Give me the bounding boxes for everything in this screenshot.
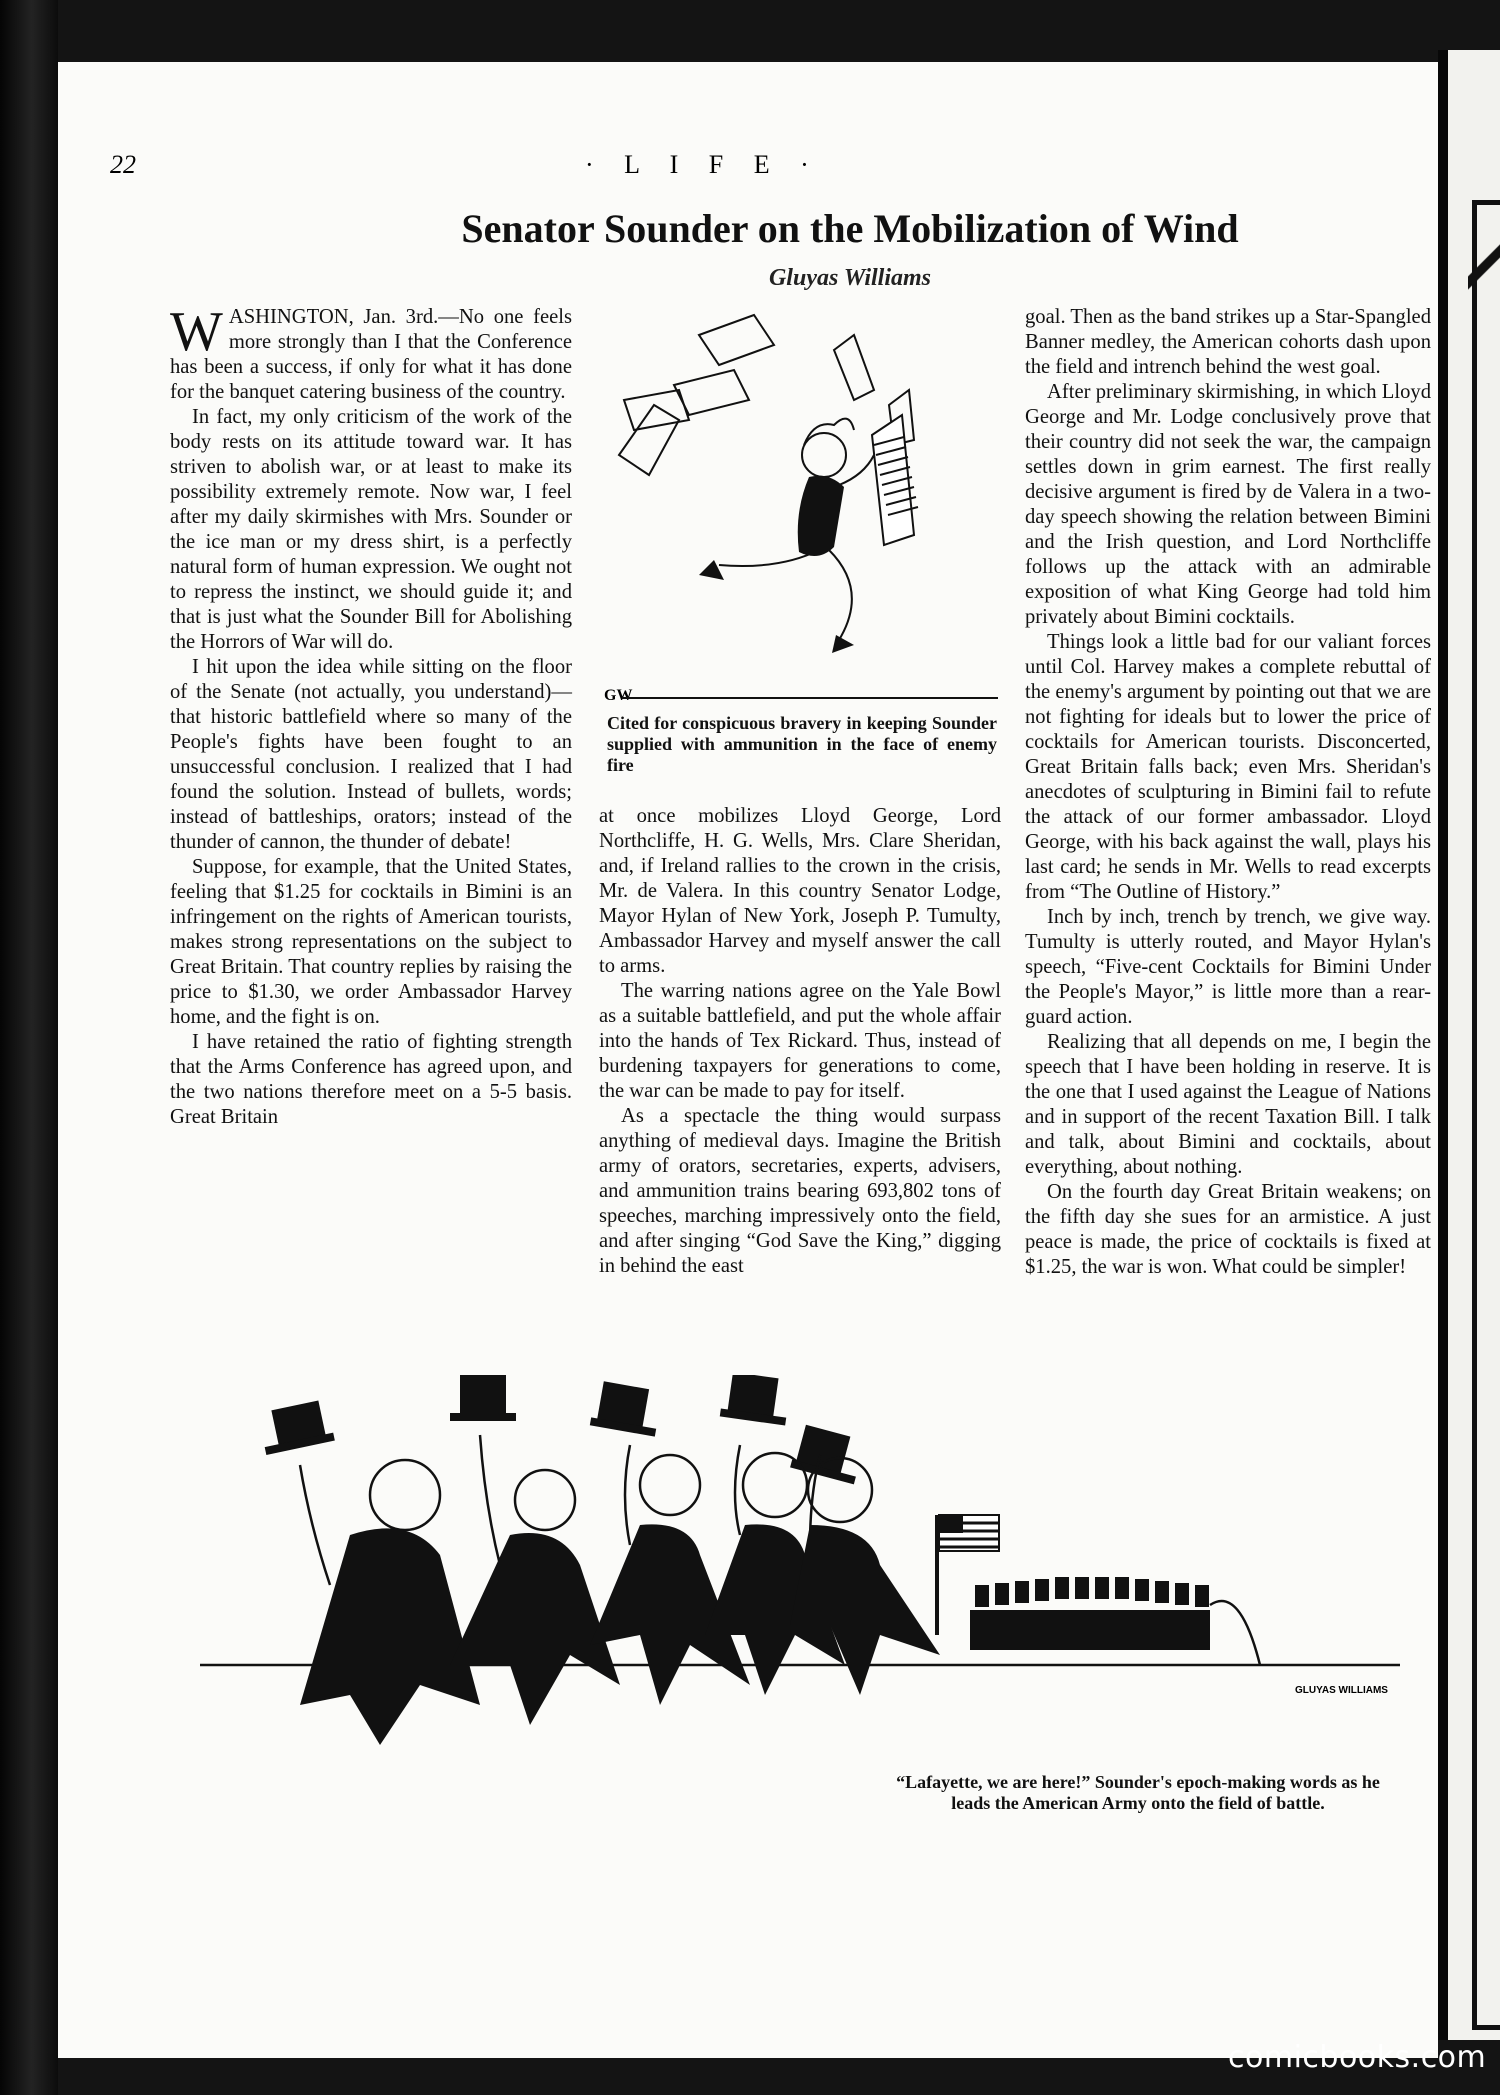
paragraph: After preliminary skirmishing, in which Lloyd George and Mr. Lodge conclusively prove that their country did not seek the war, the campaign settles down in grim earnest. The first really decisive argument is fired by de Valera in a two-day speech showing the relation between Bimini and the Irish question, and Lord Northcliffe follows up the attack with an admirable exposition of what King George had told him privately about Bimini cocktails. [1025, 381, 1431, 628]
paragraph: Realizing that all depends on me, I begin the speech that I have been holding in reserve. It is the one that I used against the League of Nations and in support of the recent Taxation Bill. I talk and talk, about Bimini and cocktails, about everything, about nothing. [1025, 1031, 1431, 1178]
paragraph-1 [170, 301, 572, 405]
illustration-caption-1: Cited for conspicuous bravery in keeping Sounder supplied with ammunition in the face of enemy fire [607, 713, 997, 775]
paragraph: Suppose, for example, that the United States, feeling that $1.25 for cocktails in Bimini is an infringement on the rights of American tourists, makes strong representations on the subject to Great Britain. That country replies by raising the price to $1.30, we order Ambassador Harvey home, and the fight is on. [170, 856, 572, 1028]
drop-cap: W [170, 301, 223, 363]
top-hat-icon [590, 1381, 656, 1436]
paper-icon [619, 405, 679, 475]
paragraph: On the fourth day Great Britain weakens; on the fifth day she sues for an armistice. A just peace is made, the price of cocktails is fixed at $1.25, the war is won. What could be simpler! [1025, 1181, 1431, 1278]
illustration-running-aide [604, 305, 998, 703]
top-hat-icon [720, 1375, 786, 1426]
paper-icon [834, 335, 874, 400]
paragraph-text: ASHINGTON, Jan. 3rd.—No one feels more strongly than I that the Conference has been a success, if only for what it has done for the banquet catering business of the country. [170, 306, 572, 403]
column-3 [1025, 305, 1431, 1280]
paragraph: The warring nations agree on the Yale Bowl as a suitable battlefield, and put the whole affair into the hands of Tex Rickard. Thus, instead of burdening taxpayers for generations to come, the war can be made to pay for itself. [599, 980, 1001, 1102]
illustration-marching-senators [200, 1375, 1400, 1755]
army-troops [970, 1577, 1210, 1650]
artist-signature: GLUYAS WILLIAMS [1295, 1685, 1388, 1696]
top-hat-icon [450, 1375, 516, 1421]
american-flag-icon [939, 1515, 999, 1551]
column-2 [599, 804, 1001, 1279]
facing-page-edge [1438, 50, 1500, 2040]
artist-signature: GW [604, 687, 633, 703]
column-1 [170, 301, 572, 1130]
paragraph: Inch by inch, trench by trench, we give way. Tumulty is utterly routed, and Mayor Hylan's speech, “Five-cent Cocktails for Bimini Under the People's Mayor,” is little more than a rear-guard action. [1025, 906, 1431, 1028]
top-hat-icon [790, 1425, 856, 1485]
watermark: comicbooks.com [1228, 2040, 1487, 2075]
top-hat-icon [265, 1400, 335, 1455]
article-title: Senator Sounder on the Mobilization of Wind [461, 206, 1239, 251]
paragraph: at once mobilizes Lloyd George, Lord Northcliffe, H. G. Wells, Mrs. Clare Sheridan, and, if Ireland rallies to the crown in the crisis, Mr. de Valera. In this country Senator Lodge, Mayor Hylan of New York, Joseph P. Tumulty, Ambassador Harvey and myself answer the call to arms. [599, 805, 1001, 977]
running-head: · L I F E · [585, 150, 821, 179]
article-byline: Gluyas Williams [768, 265, 932, 291]
paragraph: I have retained the ratio of fighting strength that the Arms Conference has agreed upon, and the two nations therefore meet on a 5-5 basis. Great Britain [170, 1031, 572, 1128]
page-number: 22 [110, 150, 136, 179]
paragraph: goal. Then as the band strikes up a Star-Spangled Banner medley, the American cohorts dash upon the field and intrench behind the west goal. [1025, 306, 1431, 378]
illustration-caption-2: “Lafayette, we are here!” Sounder's epoch-making words as he leads the American Army onto the field of battle. [896, 1772, 1380, 1813]
paragraph: As a spectacle the thing would surpass anything of medieval days. Imagine the British army of orators, secretaries, experts, advisers, and ammunition trains bearing 693,802 tons of speeches, marching impressively onto the field, and after singing “God Save the King,” digging in behind the east [599, 1105, 1001, 1277]
paragraph: Things look a little bad for our valiant forces until Col. Harvey makes a complete rebuttal of the enemy's argument by pointing out that we are not fighting for ideals but to lower the price of cocktails for American tourists. Disconcerted, Great Britain falls back; even Mrs. Sheridan's anecdotes of sculpturing in Bimini fail to refute the attack of our former ambassador. Lloyd George, with his back against the wall, plays his last card; he sends in Mr. Wells to read excerpts from “The Outline of History.” [1025, 631, 1431, 903]
facing-page-frame [1472, 200, 1500, 2030]
paragraph: In fact, my only criticism of the work of the body rests on its attitude toward war. It has striven to abolish war, or at least to make its possibility extremely remote. Now war, I feel after my daily skirmishes with Mrs. Sounder or the ice man or my dress shirt, is a perfectly natural form of human expression. We ought not to repress the instinct, we should guide it; and that is just what the Sounder Bill for Abolishing the Horrors of War will do. [170, 406, 572, 653]
binding-edge [0, 0, 58, 2095]
paragraph: I hit upon the idea while sitting on the floor of the Senate (not actually, you understand)—that historic battlefield where so many of the People's fights have been fought to an unsuccessful conclusion. I realized that I had found the solution. Instead of bullets, words; instead of battleships, orators; instead of the thunder of cannon, the thunder of debate! [170, 656, 572, 853]
paper-icon [699, 315, 774, 365]
